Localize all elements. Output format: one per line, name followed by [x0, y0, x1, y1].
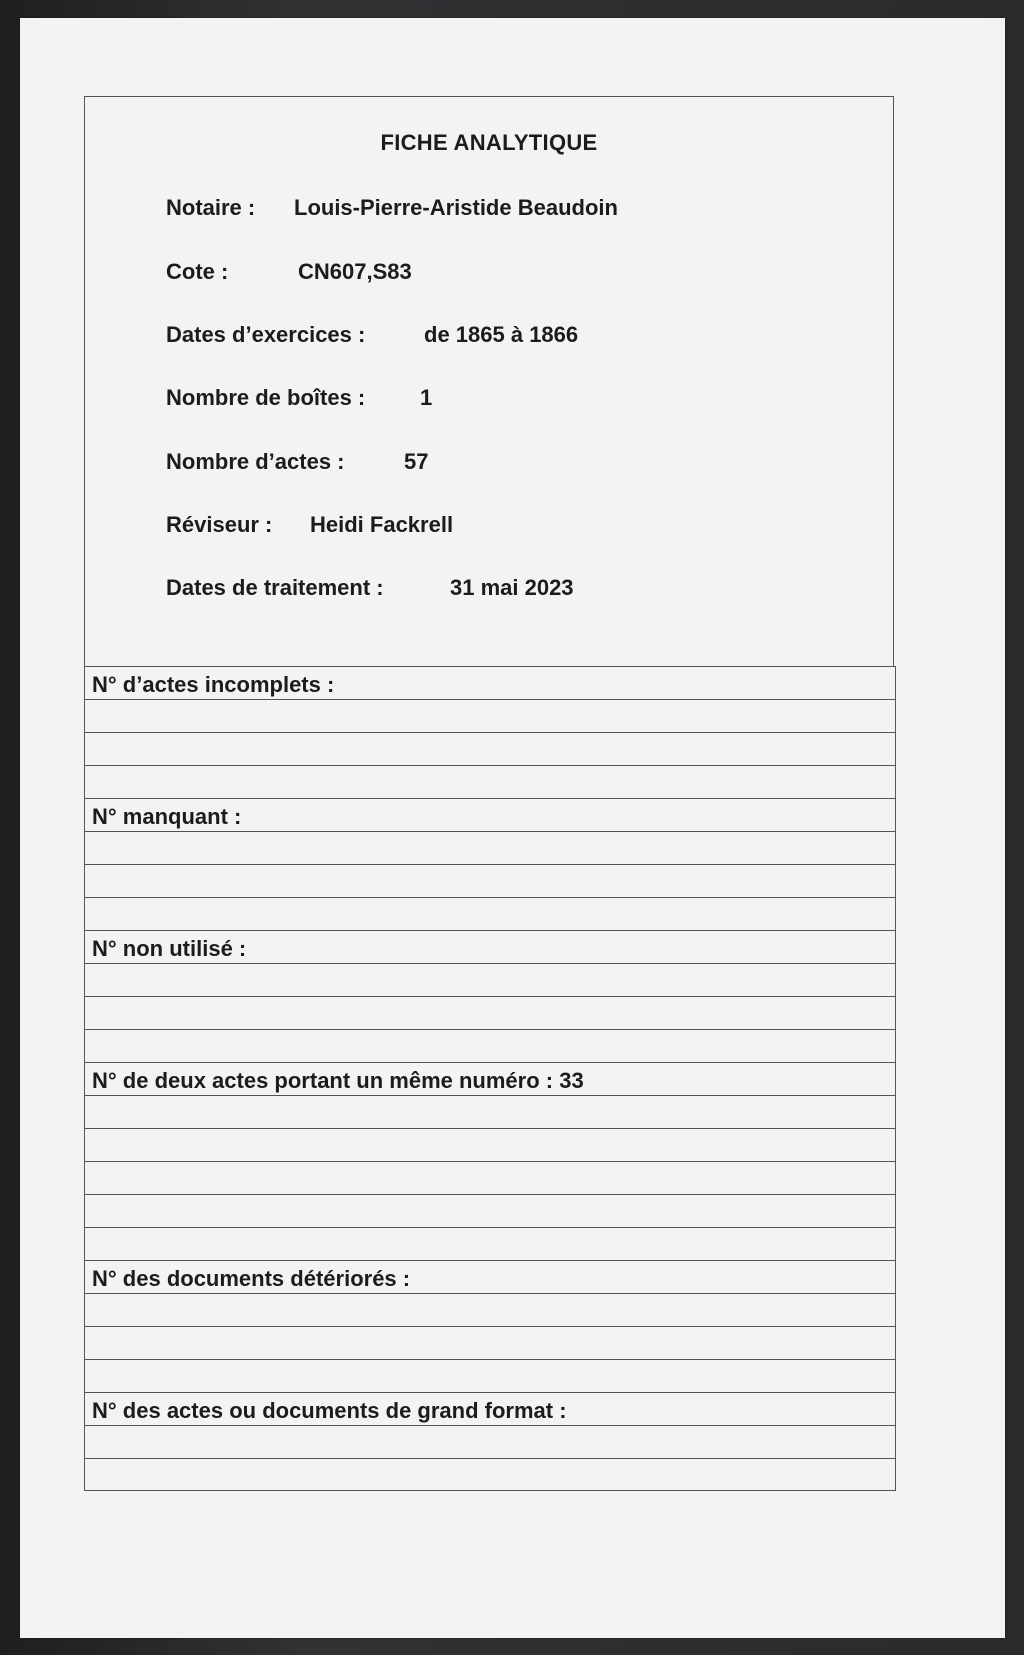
- blank-line: [84, 699, 896, 732]
- section-label-non-utilise: N° non utilisé :: [92, 936, 247, 961]
- blank-line: [84, 1326, 896, 1359]
- section-label-incomplets: N° d’actes incomplets :: [92, 672, 335, 697]
- section-header-non-utilise: [84, 930, 896, 963]
- blank-line: [84, 864, 896, 897]
- section-header-manquant: [84, 798, 896, 831]
- field-dates-exercices-label: Dates d’exercices :: [166, 322, 366, 347]
- blank-line: [84, 1458, 896, 1491]
- section-header-grand-format: [84, 1392, 896, 1425]
- field-cote-label: Cote :: [166, 259, 229, 284]
- field-notaire-label: Notaire :: [166, 195, 256, 220]
- field-dates-traitement-label: Dates de traitement :: [166, 575, 384, 600]
- section-header-incomplets: [84, 666, 896, 699]
- blank-line: [84, 1095, 896, 1128]
- section-label-deteriores: N° des documents détériorés :: [92, 1266, 411, 1291]
- blank-line: [84, 1161, 896, 1194]
- blank-line: [84, 963, 896, 996]
- field-nombre-actes-label: Nombre d’actes :: [166, 449, 345, 474]
- field-reviseur-label: Réviseur :: [166, 512, 273, 537]
- field-nombre-actes-value: 57: [404, 449, 429, 474]
- field-cote-value: CN607,S83: [298, 259, 412, 284]
- blank-line: [84, 1227, 896, 1260]
- field-notaire-value: Louis-Pierre-Aristide Beaudoin: [294, 195, 618, 220]
- section-label-manquant: N° manquant :: [92, 804, 242, 829]
- section-header-deux-actes: [84, 1062, 896, 1095]
- field-nombre-actes: [166, 449, 429, 475]
- blank-line: [84, 1194, 896, 1227]
- field-nombre-boites-label: Nombre de boîtes :: [166, 385, 366, 410]
- blank-line: [84, 732, 896, 765]
- field-dates-traitement: [166, 575, 574, 601]
- blank-line: [84, 1425, 896, 1458]
- field-nombre-boites: [166, 385, 433, 411]
- field-notaire: [166, 195, 618, 221]
- blank-line: [84, 765, 896, 798]
- field-dates-traitement-value: 31 mai 2023: [450, 575, 574, 600]
- section-label-deux-actes: N° de deux actes portant un même numéro : 33: [92, 1068, 584, 1093]
- section-header-deteriores: [84, 1260, 896, 1293]
- blank-line: [84, 1293, 896, 1326]
- blank-line: [84, 897, 896, 930]
- blank-line: [84, 1029, 896, 1062]
- blank-line: [84, 831, 896, 864]
- field-dates-exercices: [166, 322, 579, 348]
- field-cote: [166, 259, 412, 285]
- field-reviseur: [166, 512, 454, 538]
- document-title: FICHE ANALYTIQUE: [380, 130, 598, 155]
- blank-line: [84, 1128, 896, 1161]
- blank-line: [84, 1359, 896, 1392]
- field-nombre-boites-value: 1: [420, 385, 433, 410]
- field-dates-exercices-value: de 1865 à 1866: [424, 322, 579, 347]
- analysis-table: [84, 666, 896, 1491]
- blank-line: [84, 996, 896, 1029]
- field-reviseur-value: Heidi Fackrell: [310, 512, 454, 537]
- section-label-grand-format: N° des actes ou documents de grand format :: [92, 1398, 567, 1423]
